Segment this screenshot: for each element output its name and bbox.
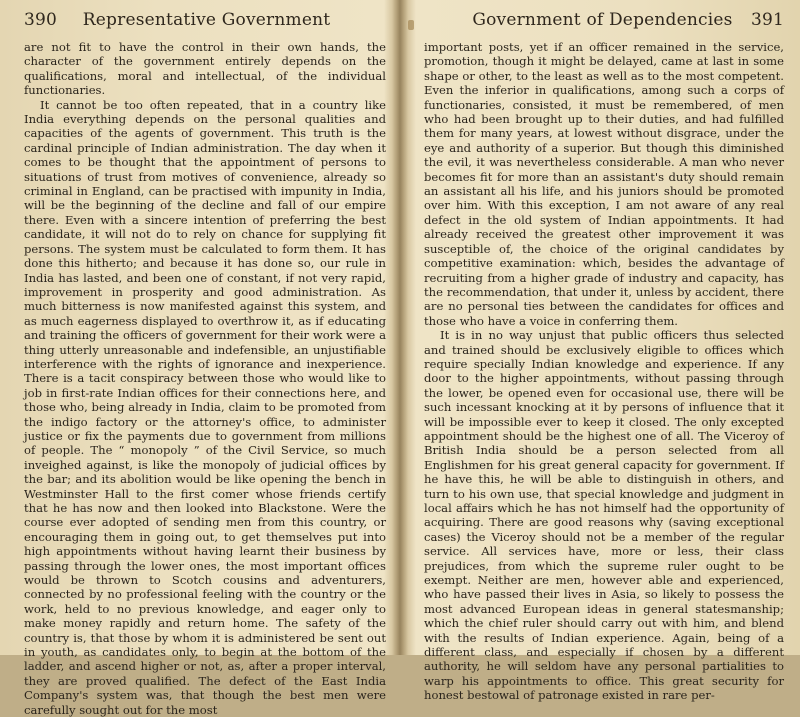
- right-page-number: 391: [750, 10, 784, 30]
- right-page: [400, 0, 800, 703]
- right-running-header: [424, 10, 784, 34]
- left-running-head: Representative Government: [82, 10, 331, 30]
- left-page-body: [24, 40, 386, 717]
- right-paragraph-2: It is in no way unjust that public officers thus selected and trained should be exclusively eligible to offices which require specially Indian knowledge and experience. If any door to the higher appointments, without passing through the lower, be opened even for occasional use, there will be such incessant knocking at it by persons of influence that it will be impossible ever to keep it closed. The only excepted appointment should be the highest one of all. The Viceroy of British India should be a person selected from all Englishmen for his great general capacity for government. If he have this, he will be able to distinguish in others, and turn to his own use, that special knowledge and judgment in local affairs which he has not himself had the opportunity of acquiring. There are good reasons why (saving exceptional cases) the Viceroy should not be a member of the regular service. All services have, more or less, their class prejudices, from which the supreme ruler ought to be exempt. Neither are men, however able and experienced, who have passed their lives in Asia, so likely to possess the most advanced European ideas in general statesmanship; which the chief ruler should carry out with him, and blend with the results of Indian experience. Again, being of a different class, and especially if chosen by a different authority, he will seldom have any personal partialities to warp his appointments to office. This great security for honest bestowal of patronage existed in rare per-: [424, 328, 784, 703]
- right-paragraph-1: important posts, yet if an officer remained in the service, promotion, though it might be delayed, came at last in some shape or other, to the least as well as to the most competent. Even the inferior in qualifications, among such a corps of functionaries, consisted, it must be remembered, of men who had been brought up to their duties, and had fulfilled them for many years, at lowest without disgrace, under the eye and authority of a superior. But though this diminished the evil, it was nevertheless considerable. A man who never becomes fit for more than an assistant's duty should remain an assistant all his life, and his juniors should be promoted over him. With this exception, I am not aware of any real defect in the old system of Indian appointments. It had already received the greatest other improvement it was susceptible of, the choice of the original candidates by competitive examination: which, besides the advantage of recruiting from a higher grade of industry and capacity, has the recommendation, that under it, unless by accident, there are no personal ties between the candidates for offices and those who have a voice in conferring them.: [424, 40, 784, 328]
- left-paragraph-1: are not fit to have the control in their own hands, the character of the government entirely depends on the qualifications, moral and intellectual, of the individual functionaries.: [24, 40, 386, 98]
- right-running-head: Government of Dependencies: [472, 10, 733, 30]
- left-paragraph-2: It cannot be too often repeated, that in a country like India everything depends on the personal qualities and capacities of the agents of government. This truth is the cardinal principle of Indian administration. The day when it comes to be thought that the appointment of persons to situations of trust from motives of convenience, already so criminal in England, can be practised with impunity in India, will be the beginning of the decline and fall of our empire there. Even with a sincere intention of preferring the best candidate, it will not do to rely on chance for supplying fit persons. The system must be calculated to form them. It has done this hitherto; and because it has done so, our rule in India has lasted, and been one of constant, if not very rapid, improvement in prosperity and good administration. As much bitterness is now manifested against this system, and as much eagerness displayed to overthrow it, as if educating and training the officers of government for their work were a thing utterly unreasonable and indefensible, an unjustifiable interference with the rights of ignorance and inexperience. There is a tacit conspiracy between those who would like to job in first-rate Indian offices for their connections here, and those who, being already in India, claim to be promoted from the indigo factory or the attorney's office, to administer justice or fix the payments due to government from millions of people. The “ monopoly ” of the Civil Service, so much inveighed against, is like the monopoly of judicial offices by the bar; and its abolition would be like opening the bench in Westminster Hall to the first comer whose friends certify that he has now and then looked into Blackstone. Were the course ever adopted of sending men from this country, or encouraging them in going out, to get themselves put into high appointments without having learnt their business by passing through the lower ones, the most important offices would be thrown to Scotch cousins and adventurers, connected by no professional feeling with the country or the work, held to no previous knowledge, and eager only to make money rapidly and return home. The safety of the country is, that those by whom it is administered be sent out in youth, as candidates only, to begin at the bottom of the ladder, and ascend higher or not, as, after a proper interval, they are proved qualified. The defect of the East India Company's system was, that though the best men were carefully sought out for the most: [24, 97, 386, 717]
- right-page-body: [424, 40, 784, 703]
- left-page-number: 390: [24, 10, 58, 30]
- left-running-header: [24, 10, 386, 34]
- paper-stain: [408, 20, 414, 30]
